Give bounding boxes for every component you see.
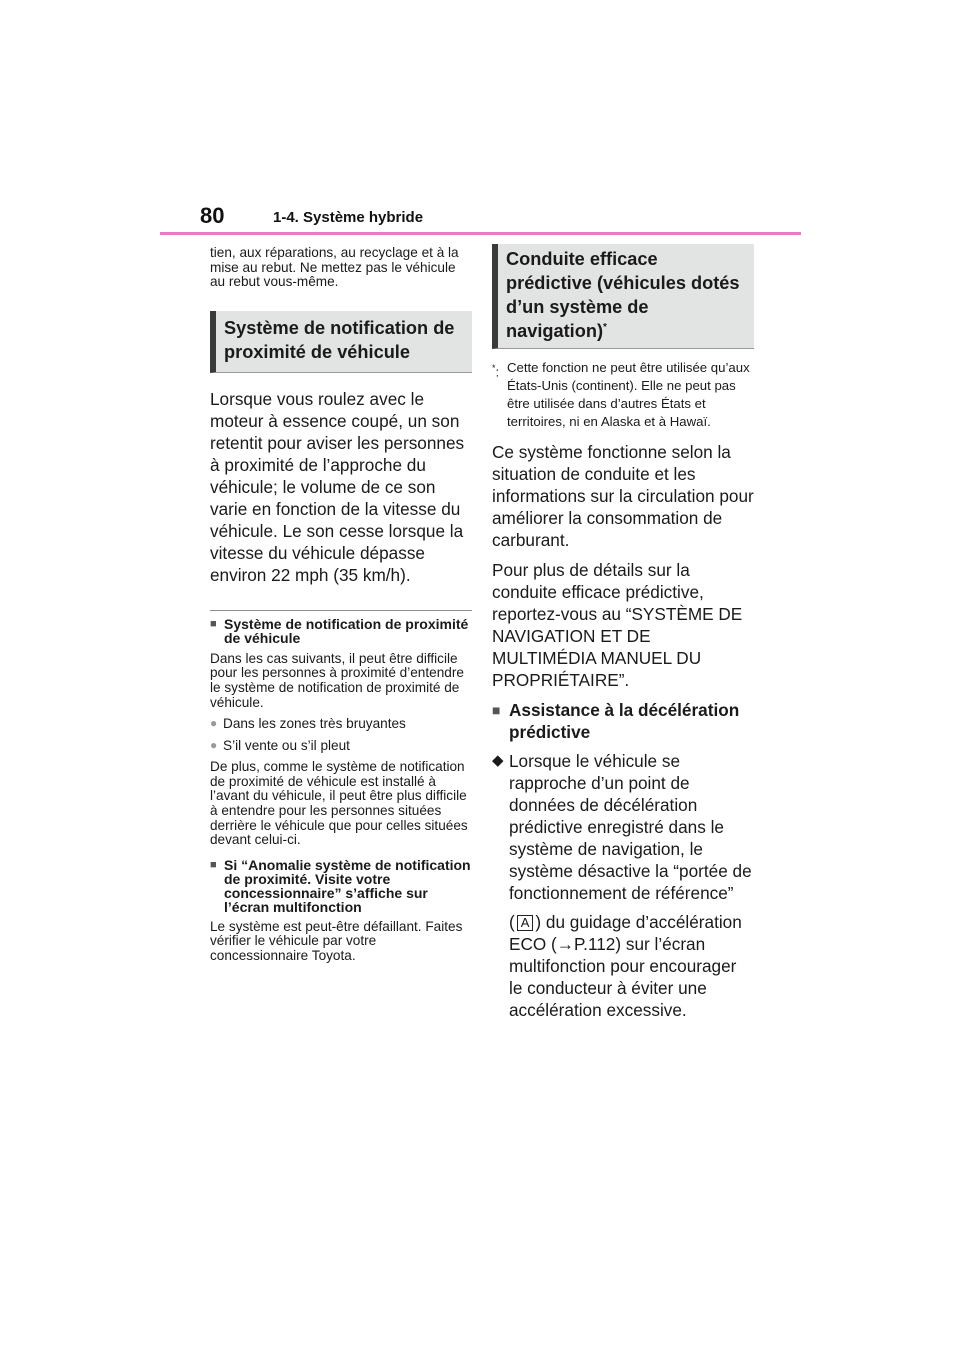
label-a-tag: A <box>517 915 534 931</box>
page-number: 80 <box>200 203 225 228</box>
subheading-text: Système de notification de proximité de véhicule <box>224 615 469 646</box>
square-bullet-icon: ■ <box>492 702 501 718</box>
eco-paragraph-2: Pour plus de détails sur la conduite efficace prédictive, reportez-vous au “SYSTÈME DE NAVIGATION ET DE MULTIMÉDIA MANUEL DU PROPRIÉTAIRE”. <box>492 560 743 690</box>
list-item <box>210 716 472 731</box>
footnote-text: Cette fonction ne peut être utilisée qu’aux États-Unis (continent). Elle ne peut pas être utilisée dans d’autres États et territoires, ni en Alaska et à Hawaï. <box>507 360 750 429</box>
subheading-notification <box>210 617 472 645</box>
section-title: 1-4. Système hybride <box>273 209 424 226</box>
page-header <box>0 0 960 240</box>
diamond-bullet-icon: ◆ <box>492 752 504 769</box>
asterisk-mark: * <box>492 363 496 373</box>
right-column <box>492 244 754 1021</box>
intro-text: tien, aux réparations, au recyclage et à la mise au rebut. Ne mettez pas le véhicule au rebut vous-même. <box>210 245 459 290</box>
list-item-text: Dans les zones très bruyantes <box>223 716 406 732</box>
square-bullet-icon: ■ <box>210 617 217 630</box>
list-item-text: S’il vente ou s’il pleut <box>223 738 350 754</box>
asterisk-mark: * <box>603 321 607 333</box>
subheading-body: Dans les cas suivants, il peut être difficile pour les personnes à proximité d’entendre le système de notification de proximité de véhicule. <box>210 650 464 710</box>
section-heading-text: Conduite efficace prédictive (véhicules dotés d’un système de navigation) <box>506 249 740 341</box>
left-column <box>210 246 472 964</box>
list-item <box>492 750 754 904</box>
square-bullet-icon: ■ <box>210 858 217 871</box>
list-item-text: Lorsque le véhicule se rapproche d’un point de données de décélération prédictive enregistré dans le système de navigation, le système désactive la “portée de fonctionnement de référence” <box>509 751 752 903</box>
circle-bullet-icon: ● <box>210 716 218 731</box>
arrow-icon: → <box>556 934 574 954</box>
divider <box>210 610 472 611</box>
section-heading-notification <box>210 311 472 373</box>
footnote: *: Cette fonction ne peut être utilisée qu’aux États-Unis (continent). Elle ne peut pas être utilisée dans d’autres États et territoires, ni en Alaska et à Hawaï. <box>492 359 754 431</box>
subheading-body-2: De plus, comme le système de notification de proximité de véhicule est installé à l’avant du véhicule, il peut être plus difficile à entendre pour les personnes situées derrière le véhicule que pour celles situées devant celui-ci. <box>210 759 468 848</box>
circle-bullet-icon: ● <box>210 738 218 753</box>
subheading-deceleration <box>492 699 754 743</box>
malfunction-body: Le système est peut-être défaillant. Faites vérifier le véhicule par votre concessionnaire Toyota. <box>210 918 463 963</box>
eco-paragraph-1: Ce système fonctionne selon la situation de conduite et les informations sur la circulation pour améliorer la consommation de carburant. <box>492 442 754 550</box>
page-reference[interactable]: P.112 <box>573 934 616 954</box>
notification-paragraph: Lorsque vous roulez avec le moteur à essence coupé, un son retentit pour aviser les personnes à proximité de l’approche du véhicule; le volume de ce son varie en fonction de la vitesse du véhicule. Le son cesse lorsque la vitesse du véhicule dépasse environ 22 mph (35 km/h). <box>210 388 465 585</box>
list-item-continuation: ( A ) du guidage d’accélération ECO (→P.112) sur l’écran multifonction pour encourager le conducteur à éviter une accélération excessive. <box>509 912 742 1020</box>
list-item <box>210 738 472 753</box>
subheading-text: Si “Anomalie système de notification de proximité. Visite votre concessionnaire” s’affiche sur l’écran multifonction <box>224 856 471 915</box>
header-rule <box>160 232 801 235</box>
subheading-malfunction <box>210 858 472 914</box>
section-heading-text: Système de notification de proximité de véhicule <box>224 317 455 362</box>
subheading-text: Assistance à la décélération prédictive <box>509 700 740 742</box>
section-heading-eco <box>492 244 754 349</box>
